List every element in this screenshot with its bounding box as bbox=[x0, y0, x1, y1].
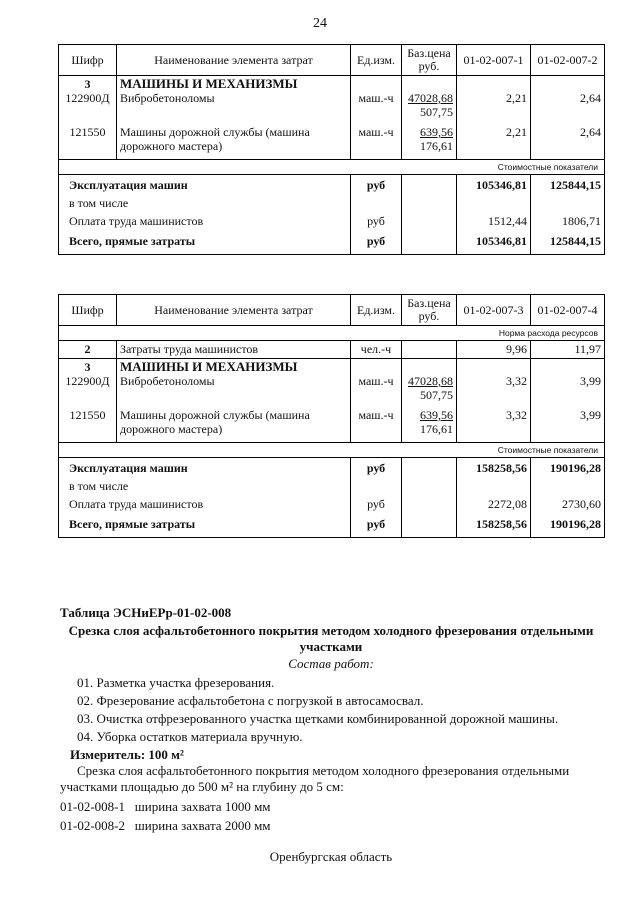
table-header bbox=[59, 45, 605, 76]
description: Срезка слоя асфальтобетонного покрытия методом холодного фрезерования отдельными участками площадью до 500 м² на глубину до 5 см: bbox=[60, 763, 570, 794]
list-item: 02. Фрезерование асфальтобетона с погрузкой в автосамосвал. bbox=[77, 693, 424, 708]
list-item: 03. Очистка отфрезерованного участка щетками комбинированной дорожной машины. bbox=[77, 711, 559, 726]
header-price: Баз.цена руб. bbox=[402, 295, 457, 326]
table-title: Таблица ЭСНиЕРр-01-02-008 bbox=[60, 605, 232, 620]
footer-region: Оренбургская область bbox=[269, 849, 393, 864]
labor-row: 2 Затраты труда машинистов чел.-ч 9,96 11,97 bbox=[59, 341, 605, 359]
section-title: МАШИНЫ И МЕХАНИЗМЫ bbox=[117, 76, 351, 92]
table-header bbox=[59, 295, 605, 326]
header-col-a: 01-02-007-1 bbox=[457, 45, 531, 76]
section-heading: Срезка слоя асфальтобетонного покрытия методом холодного фрезерования отдельными участками bbox=[68, 623, 594, 654]
total-row: Всего, прямые затраты руб 105346,81 125844,15 bbox=[59, 234, 605, 255]
header-unit: Ед.изм. bbox=[351, 295, 402, 326]
meter-label: Измеритель: 100 м² bbox=[70, 747, 184, 762]
header-code: Шифр bbox=[59, 295, 117, 326]
header-unit: Ед.изм. bbox=[351, 45, 402, 76]
header-col-a: 01-02-007-3 bbox=[457, 295, 531, 326]
wages-row: Оплата труда машинистов руб 2272,08 2730,60 bbox=[59, 497, 605, 517]
table-row: 122900Д Вибробетоноломы маш.-ч 47028,68 507,75 3,32 3,99 bbox=[59, 374, 605, 408]
exploitation-row: Эксплуатация машин руб 105346,81 125844,15 bbox=[59, 175, 605, 197]
header-price: Баз.цена руб. bbox=[402, 45, 457, 76]
table-row: 121550 Машины дорожной службы (машина дорожного мастера) маш.-ч 639,56 176,61 2,21 2,64 bbox=[59, 125, 605, 160]
including-row: в том числе bbox=[59, 479, 605, 497]
section-row: 3 МАШИНЫ И МЕХАНИЗМЫ bbox=[59, 359, 605, 375]
list-item: 04. Уборка остатков материала вручную. bbox=[77, 729, 303, 744]
section-row: 3 МАШИНЫ И МЕХАНИЗМЫ bbox=[59, 76, 605, 92]
page-number: 24 bbox=[313, 16, 327, 31]
total-row: Всего, прямые затраты руб 158258,56 190196,28 bbox=[59, 517, 605, 538]
list-item: 01. Разметка участка фрезерования. bbox=[77, 675, 275, 690]
table-row: 122900Д Вибробетоноломы маш.-ч 47028,68 507,75 2,21 2,64 bbox=[59, 91, 605, 125]
header-code: Шифр bbox=[59, 45, 117, 76]
header-name: Наименование элемента затрат bbox=[117, 45, 351, 76]
norm-band-row: Норма расхода ресурсов bbox=[59, 326, 605, 341]
cost-table-2 bbox=[58, 294, 605, 538]
header-col-b: 01-02-007-2 bbox=[531, 45, 605, 76]
cost-table-1 bbox=[58, 44, 605, 255]
band-row: Стоимостные показатели bbox=[59, 443, 605, 458]
list-item: 01-02-008-1 ширина захвата 1000 мм bbox=[60, 799, 271, 814]
exploitation-row: Эксплуатация машин руб 158258,56 190196,28 bbox=[59, 458, 605, 480]
section-title: МАШИНЫ И МЕХАНИЗМЫ bbox=[117, 359, 351, 375]
table-row: 121550 Машины дорожной службы (машина дорожного мастера) маш.-ч 639,56 176,61 3,32 3,99 bbox=[59, 408, 605, 443]
list-item: 01-02-008-2 ширина захвата 2000 мм bbox=[60, 818, 271, 833]
band-row: Стоимостные показатели bbox=[59, 160, 605, 175]
header-name: Наименование элемента затрат bbox=[117, 295, 351, 326]
including-row: в том числе bbox=[59, 196, 605, 214]
composition-title: Состав работ: bbox=[288, 656, 374, 671]
wages-row: Оплата труда машинистов руб 1512,44 1806,71 bbox=[59, 214, 605, 234]
header-col-b: 01-02-007-4 bbox=[531, 295, 605, 326]
